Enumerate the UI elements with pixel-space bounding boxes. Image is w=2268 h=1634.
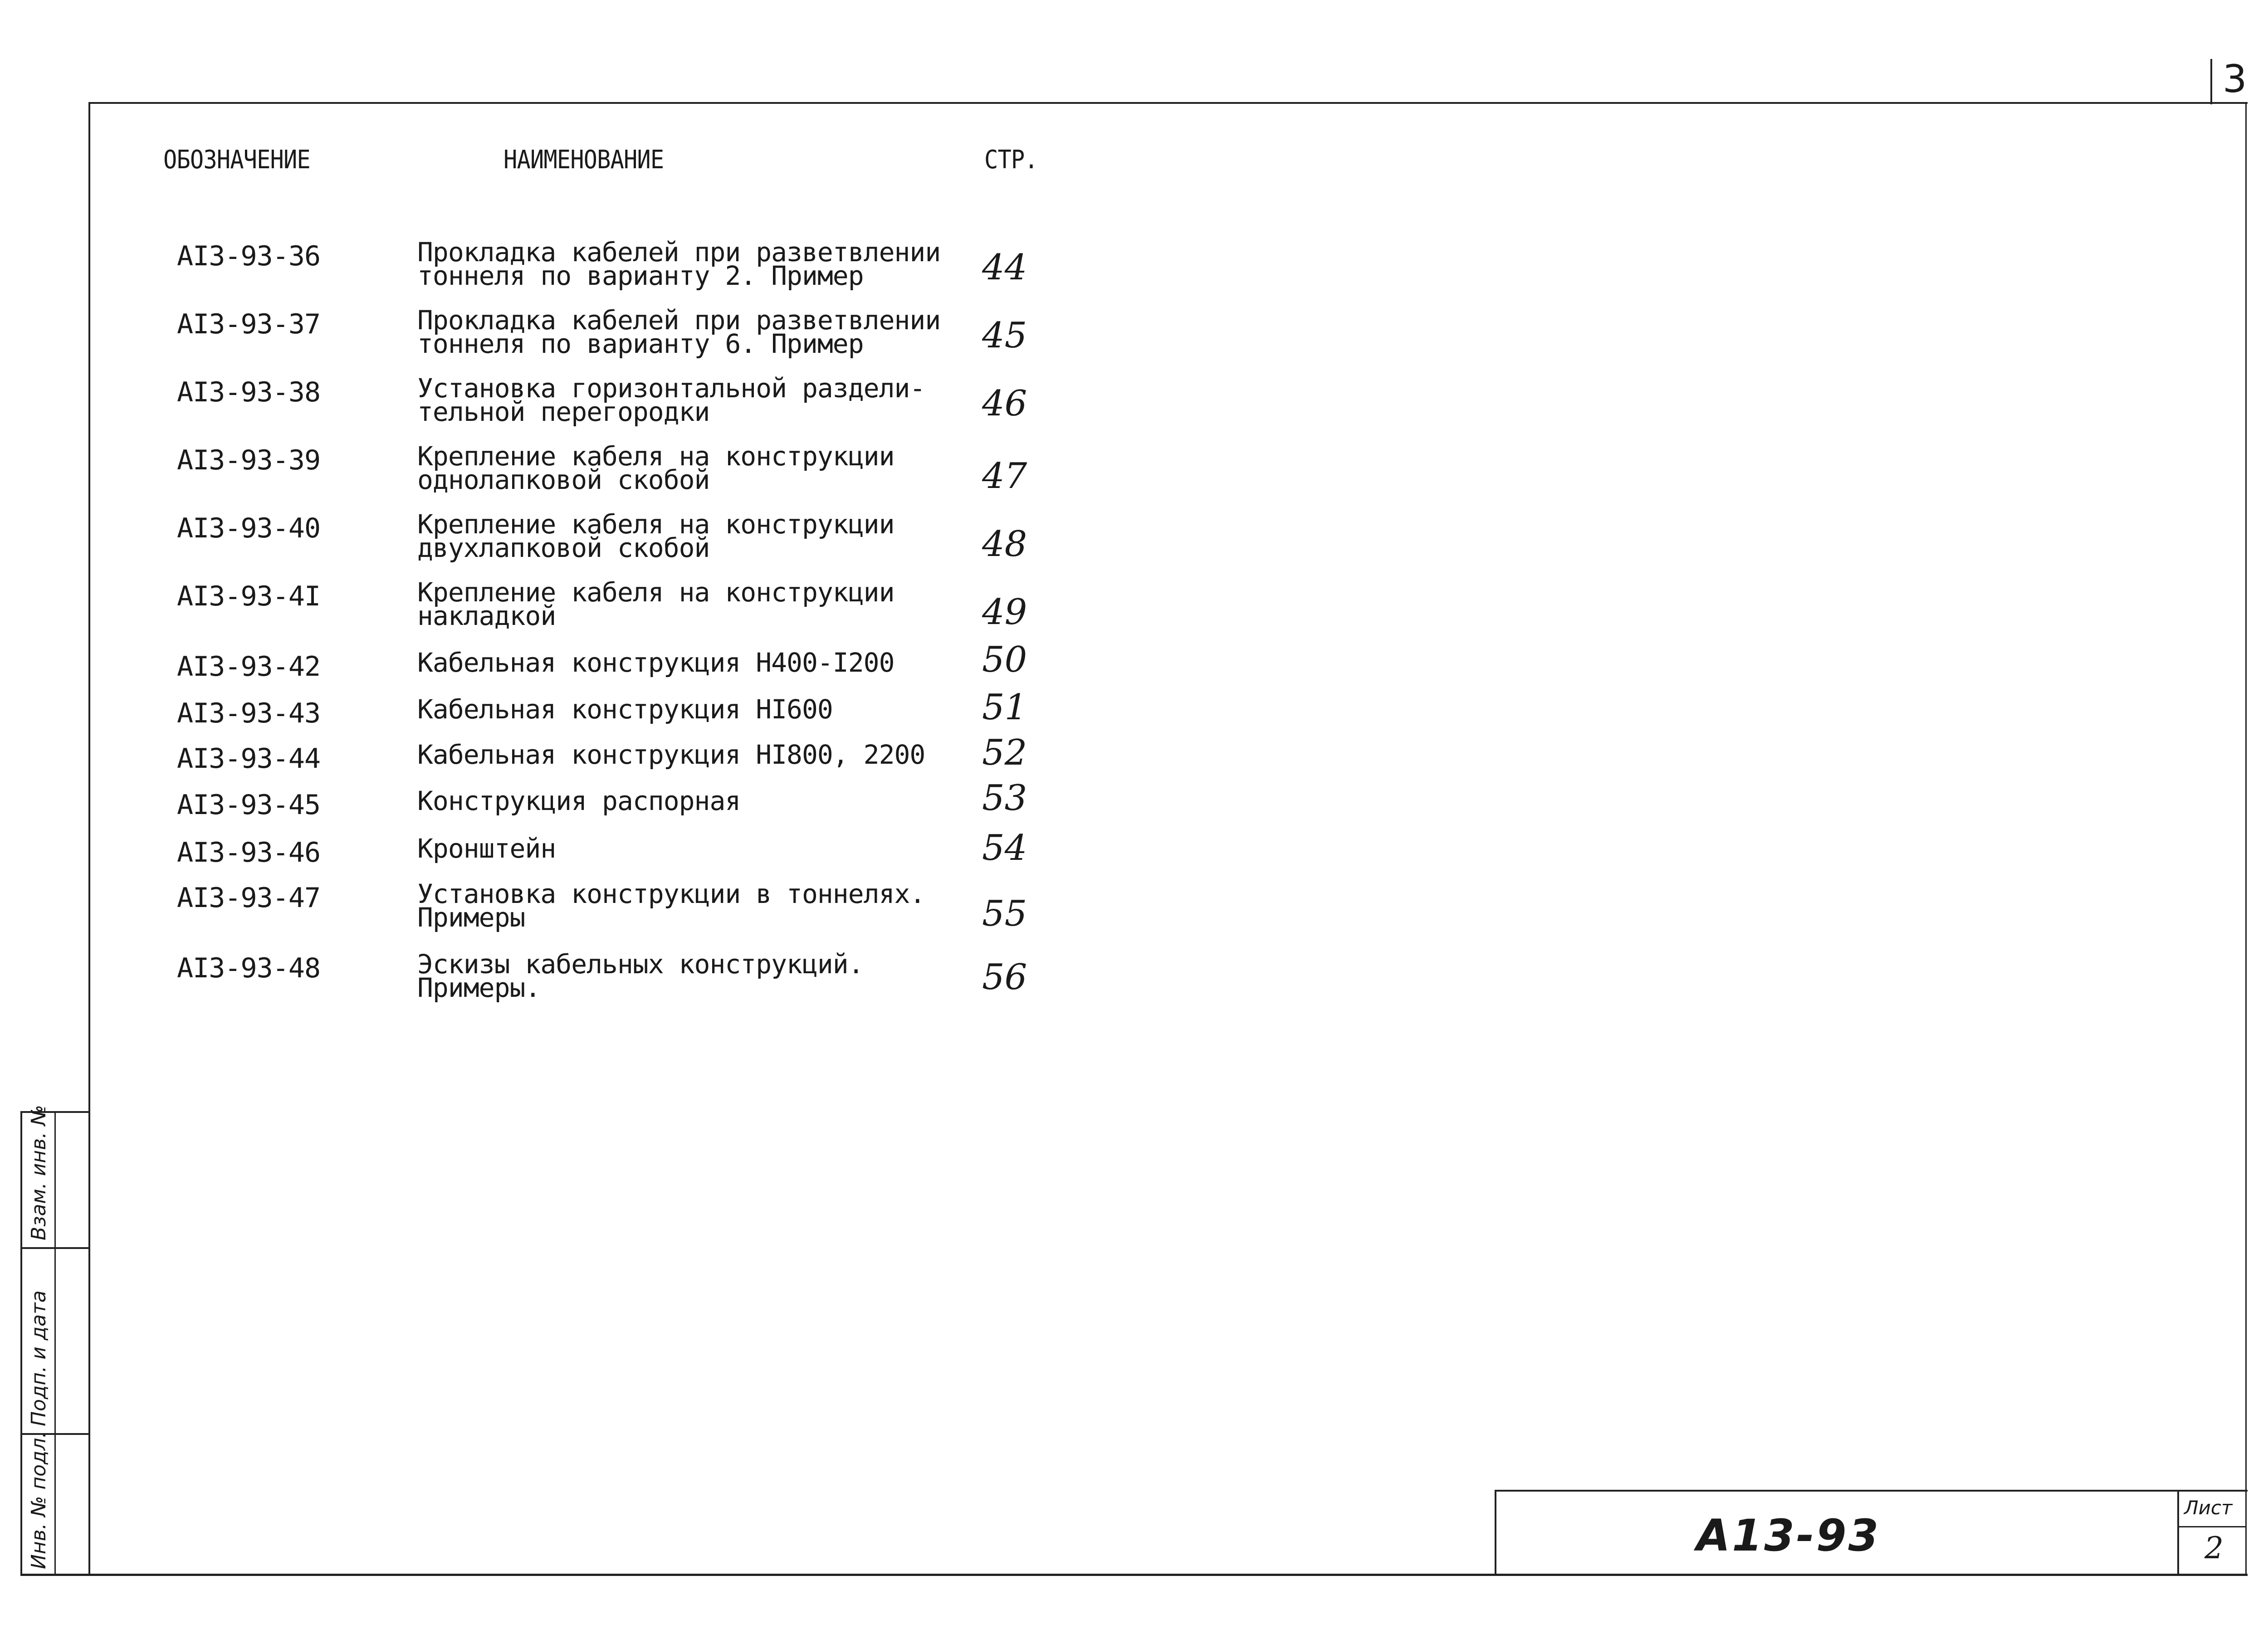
row-name: Кабельная конструкция НI800, 2200 [417, 739, 925, 770]
stamp-doc-code: А13-93 [1696, 1510, 1881, 1561]
row-page: 48 [982, 524, 1027, 565]
row-code: АI3-93-37 [177, 308, 321, 340]
side-label-inv: Инв. № подл. [27, 1431, 50, 1569]
row-code: АI3-93-44 [177, 743, 321, 775]
row-name: Крепление кабеля на конструкции двухлапковой скобой [417, 509, 894, 563]
row-code: АI3-93-43 [177, 697, 321, 729]
row-code: АI3-93-40 [177, 512, 321, 544]
stamp-sheet-row [2177, 1526, 2245, 1527]
row-name: Крепление кабеля на конструкции однолапковой скобой [417, 441, 894, 495]
corner-number: 3 [2223, 57, 2247, 101]
side-strip-mid [54, 1111, 56, 1576]
row-name: Крепление кабеля на конструкции накладкой [417, 577, 894, 631]
row-page: 51 [982, 687, 1027, 728]
side-strip-left [20, 1111, 22, 1576]
row-page: 50 [982, 639, 1027, 680]
row-page: 53 [982, 778, 1027, 819]
header-code: ОБОЗНАЧЕНИЕ [163, 145, 310, 175]
row-code: АI3-93-48 [177, 952, 321, 984]
row-code: АI3-93-45 [177, 789, 321, 821]
stamp-sheet-divider [2177, 1490, 2179, 1576]
row-name: Кронштейн [417, 833, 556, 864]
row-page: 55 [982, 893, 1027, 934]
frame-left [88, 102, 90, 1576]
row-page: 56 [982, 957, 1027, 998]
stamp-sheet-number: 2 [2204, 1531, 2224, 1566]
row-code: АI3-93-46 [177, 837, 321, 868]
row-page: 45 [982, 315, 1027, 356]
stamp-top [1495, 1490, 2248, 1492]
row-code: АI3-93-42 [177, 651, 321, 683]
side-label-sign: Подп. и дата [27, 1290, 50, 1426]
side-label-vzam: Взам. инв. № [27, 1105, 50, 1240]
frame-right [2245, 102, 2247, 1576]
row-code: АI3-93-39 [177, 444, 321, 476]
row-page: 47 [982, 456, 1027, 497]
row-page: 46 [982, 383, 1027, 424]
row-name: Эскизы кабельных конструкций. Примеры. [417, 949, 864, 1003]
frame-bottom [20, 1574, 2248, 1576]
row-name: Кабельная конструкция Н400-I200 [417, 647, 894, 678]
row-code: АI3-93-4I [177, 580, 321, 612]
corner-tick [2210, 59, 2212, 104]
row-page: 49 [982, 592, 1027, 633]
row-name: Установка горизонтальной раздели- тельной перегородки [417, 373, 925, 427]
stamp-left [1495, 1490, 1496, 1576]
row-page: 54 [982, 828, 1027, 868]
row-name: Конструкция распорная [417, 785, 741, 816]
header-name: НАИМЕНОВАНИЕ [503, 145, 664, 175]
row-name: Установка конструкции в тоннелях. Примеры [417, 878, 925, 933]
row-name: Прокладка кабелей при разветвлении тоннеля по варианту 6. Пример [417, 305, 941, 359]
header-page: СТР. [984, 145, 1038, 175]
row-name: Кабельная конструкция НI600 [417, 694, 833, 725]
row-code: АI3-93-36 [177, 240, 321, 272]
row-name: Прокладка кабелей при разветвлении тоннеля по варианту 2. Пример [417, 237, 941, 291]
row-page: 52 [982, 732, 1027, 773]
frame-top [88, 102, 2248, 104]
stamp-sheet-label: Лист [2184, 1497, 2233, 1519]
row-page: 44 [982, 247, 1027, 288]
row-code: АI3-93-38 [177, 376, 321, 408]
row-code: АI3-93-47 [177, 882, 321, 914]
